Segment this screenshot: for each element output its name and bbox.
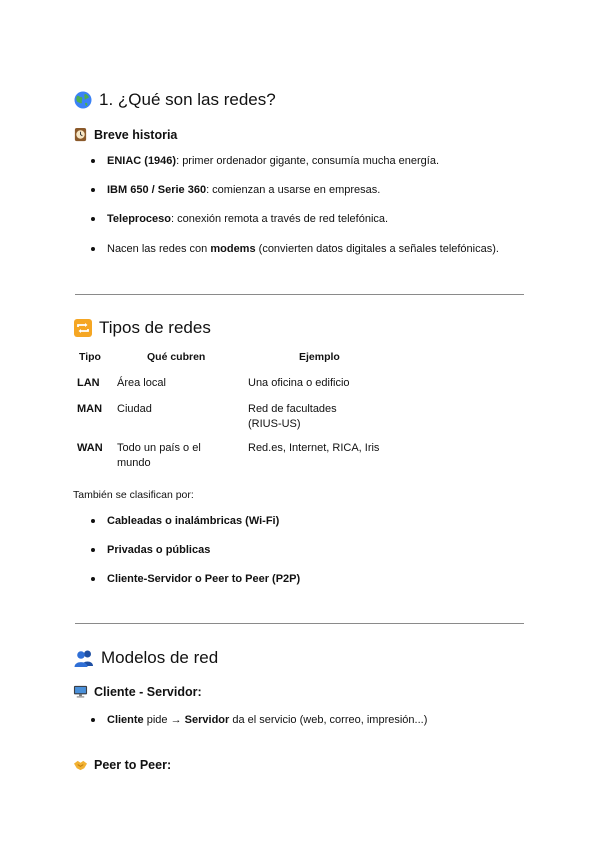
table-cell-type: WAN <box>77 442 103 454</box>
bullet-dot <box>91 247 95 251</box>
bullet-term: Teleproceso <box>107 213 171 225</box>
repeat-icon <box>73 318 93 338</box>
table-header-example: Ejemplo <box>299 351 340 363</box>
table-cell-type: LAN <box>77 377 100 389</box>
bullet-dot <box>91 217 95 221</box>
list-item <box>91 184 380 196</box>
subheading-title: Cliente - Servidor: <box>94 684 202 699</box>
bullet-term: Cliente <box>107 714 144 726</box>
bullet-term: IBM 650 / Serie 360 <box>107 184 207 196</box>
handshake-icon <box>73 759 88 772</box>
list-item <box>91 573 300 585</box>
table-header-coverage: Qué cubren <box>147 351 206 363</box>
bullet-text: : comienzan a usarse en empresas. <box>206 184 381 196</box>
bullet-dot <box>91 519 95 523</box>
section-title: Tipos de redes <box>99 318 211 337</box>
list-item <box>91 714 427 726</box>
section-what-are-networks-heading <box>73 90 276 110</box>
section-title: Modelos de red <box>101 648 219 667</box>
bullet-text: : conexión remota a través de red telefónica. <box>171 213 389 225</box>
list-item <box>91 243 499 255</box>
desktop-computer-icon <box>73 684 88 699</box>
bullet-text-pre: Nacen las redes con <box>107 243 211 255</box>
section-network-types-heading <box>73 318 211 338</box>
list-item <box>91 544 210 556</box>
subheading-title: Peer to Peer: <box>94 758 172 772</box>
table-cell-example: Red.es, Internet, RICA, Iris <box>248 442 380 454</box>
client-server-heading <box>73 684 202 699</box>
brief-history-heading <box>73 127 177 142</box>
bullet-text: pide → <box>143 714 185 726</box>
table-cell-coverage: Todo un país o el mundo <box>117 442 201 469</box>
list-item <box>91 515 279 527</box>
horizontal-divider <box>75 623 524 624</box>
bullet-dot <box>91 159 95 163</box>
bullet-text: Privadas o públicas <box>107 544 211 556</box>
peer-to-peer-heading <box>73 758 171 772</box>
bullet-term: Servidor <box>184 714 230 726</box>
table-cell-type: MAN <box>77 403 103 415</box>
bullet-dot <box>91 718 95 722</box>
people-icon <box>73 648 95 668</box>
bullet-text: da el servicio (web, correo, impresión...) <box>229 714 428 726</box>
table-cell-coverage: Ciudad <box>117 403 152 415</box>
bullet-dot <box>91 577 95 581</box>
bullet-dot <box>91 548 95 552</box>
globe-icon <box>73 90 93 110</box>
bullet-term: ENIAC (1946) <box>107 155 177 167</box>
clock-icon <box>73 127 88 142</box>
list-item <box>91 213 388 225</box>
bullet-dot <box>91 188 95 192</box>
table-cell-example: Una oficina o edificio <box>248 377 350 389</box>
bullet-text: Cableadas o inalámbricas (Wi-Fi) <box>107 515 280 527</box>
bullet-term: modems <box>210 243 256 255</box>
subheading-title: Breve historia <box>94 127 178 142</box>
section-title: 1. ¿Qué son las redes? <box>99 90 276 109</box>
table-header-type: Tipo <box>79 351 101 363</box>
bullet-text: : primer ordenador gigante, consumía mucha energía. <box>176 155 440 167</box>
bullet-text: (convierten datos digitales a señales telefónicas). <box>255 243 499 255</box>
table-cell-coverage: Área local <box>117 377 166 389</box>
horizontal-divider <box>75 294 524 295</box>
classification-intro-text: También se clasifican por: <box>73 489 194 501</box>
table-cell-example: Red de facultades (RIUS-US) <box>248 403 337 430</box>
list-item <box>91 155 439 167</box>
bullet-text: Cliente-Servidor o Peer to Peer (P2P) <box>107 573 301 585</box>
section-network-models-heading <box>73 648 218 668</box>
